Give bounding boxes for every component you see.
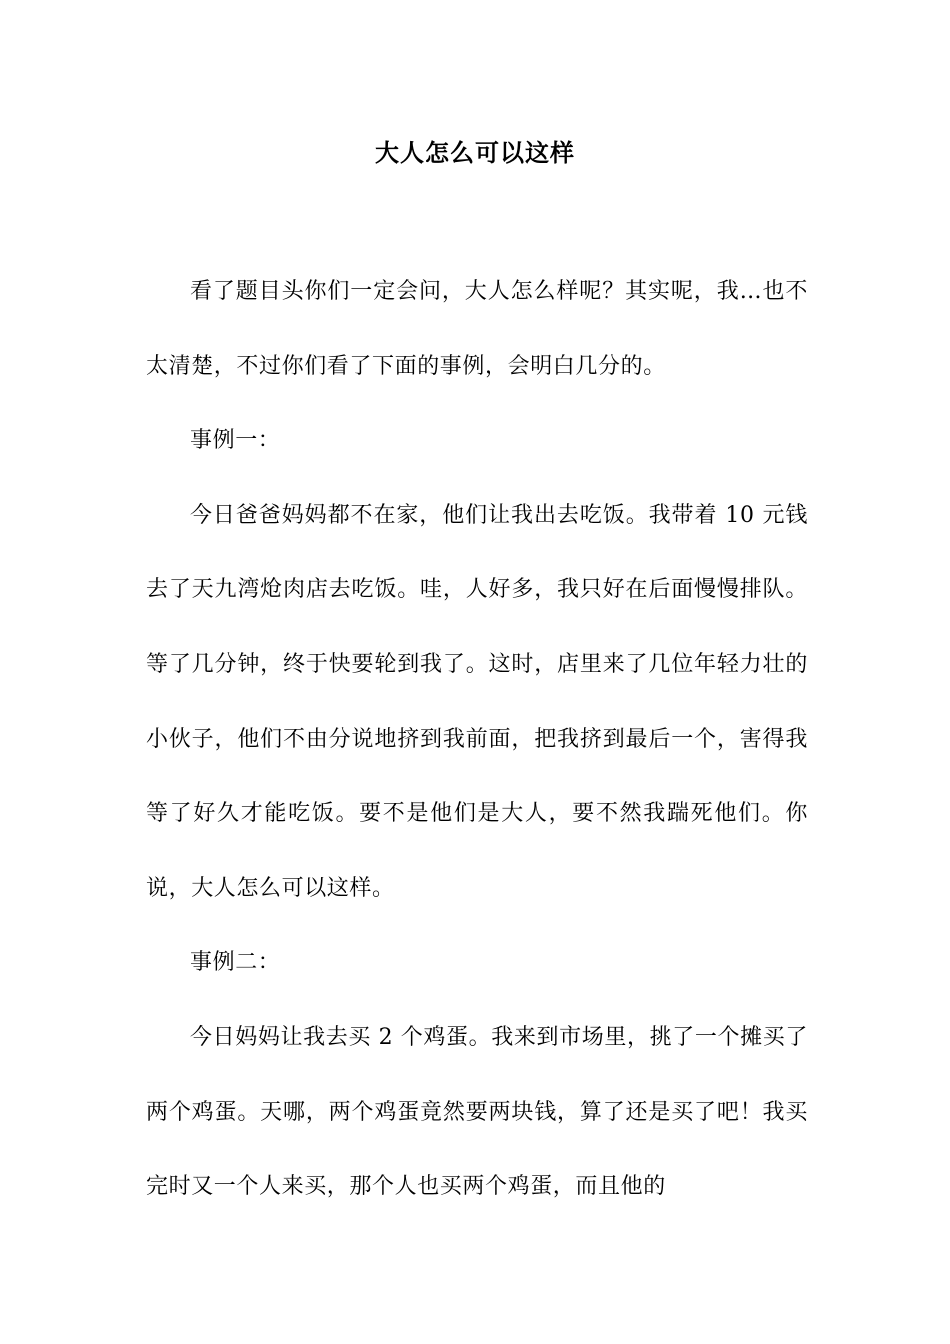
document-body	[146, 255, 808, 1225]
paragraph-example-two: 今日妈妈让我去买 2 个鸡蛋。我来到市场里，挑了一个摊买了两个鸡蛋。天哪，两个鸡蛋竟然要两块钱，算了还是买了吧！我买完时又一个人来买，那个人也买两个鸡蛋，而且他的	[146, 1024, 808, 1200]
paragraph-example-one-heading: 事例一：	[190, 428, 281, 454]
paragraph-example-two-heading: 事例二：	[190, 950, 281, 976]
paragraph-example-one: 今日爸爸妈妈都不在家，他们让我出去吃饭。我带着 10 元钱去了天九湾炝肉店去吃饭。哇，人好多，我只好在后面慢慢排队。等了几分钟，终于快要轮到我了。这时，店里来了几位年轻力壮的小伙子，他们不由分说地挤到我前面，把我挤到最后一个，害得我等了好久才能吃饭。要不是他们是大人，要不然我踹死他们。你说，大人怎么可以这样。	[146, 502, 808, 901]
paragraph-intro: 看了题目头你们一定会问，大人怎么样呢？其实呢，我…也不太清楚，不过你们看了下面的事例，会明白几分的。	[146, 279, 808, 379]
document-title: 大人怎么可以这样	[375, 138, 575, 167]
